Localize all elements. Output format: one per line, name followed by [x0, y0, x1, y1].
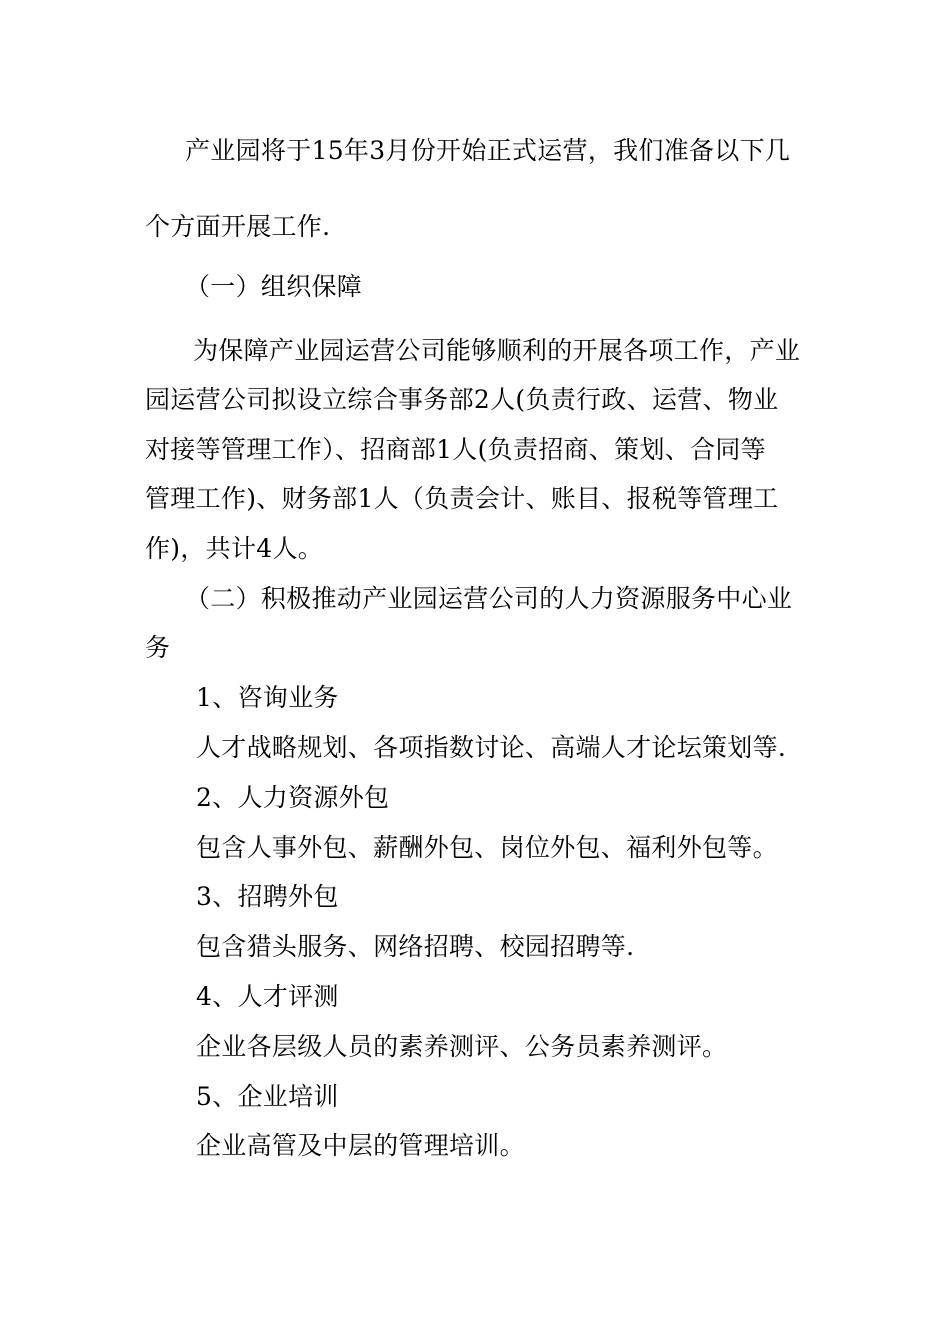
list-item-desc: 包含猎头服务、网络招聘、校园招聘等.	[196, 932, 635, 961]
list-item-desc: 企业高管及中层的管理培训。	[196, 1131, 525, 1160]
intro-line-2: 个方面开展工作.	[145, 212, 331, 241]
section1-para-line-5: 作)，共计4人。	[145, 534, 324, 563]
list-item-title: 3、招聘外包	[196, 882, 339, 911]
list-item-title: 5、企业培训	[196, 1082, 339, 1111]
list-item-desc: 包含人事外包、薪酬外包、岗位外包、福利外包等。	[196, 833, 778, 862]
section1-para-line-3: 对接等管理工作）、招商部1人(负责招商、策划、合同等	[145, 435, 766, 464]
list-item-title: 4、人才评测	[196, 982, 339, 1011]
list-item-desc: 人才战略规划、各项指数讨论、高端人才论坛策划等.	[196, 733, 787, 762]
section-heading-2-line-2: 务	[145, 633, 171, 662]
section-heading-1: （一）组织保障	[185, 272, 363, 301]
list-item-title: 2、人力资源外包	[196, 783, 390, 812]
section-heading-2-line-1: （二）积极推动产业园运营公司的人力资源服务中心业	[185, 584, 793, 613]
section1-para-line-4: 管理工作)、财务部1人（负责会计、账目、报税等管理工	[145, 484, 779, 513]
list-item-title: 1、咨询业务	[196, 683, 339, 712]
section1-para-line-1: 为保障产业园运营公司能够顺利的开展各项工作，产业	[193, 336, 801, 365]
section1-para-line-2: 园运营公司拟设立综合事务部2人(负责行政、运营、物业	[145, 385, 779, 414]
list-item-desc: 企业各层级人员的素养测评、公务员素养测评。	[196, 1032, 728, 1061]
intro-line-1: 产业园将于15年3月份开始正式运营，我们准备以下几	[185, 136, 791, 165]
